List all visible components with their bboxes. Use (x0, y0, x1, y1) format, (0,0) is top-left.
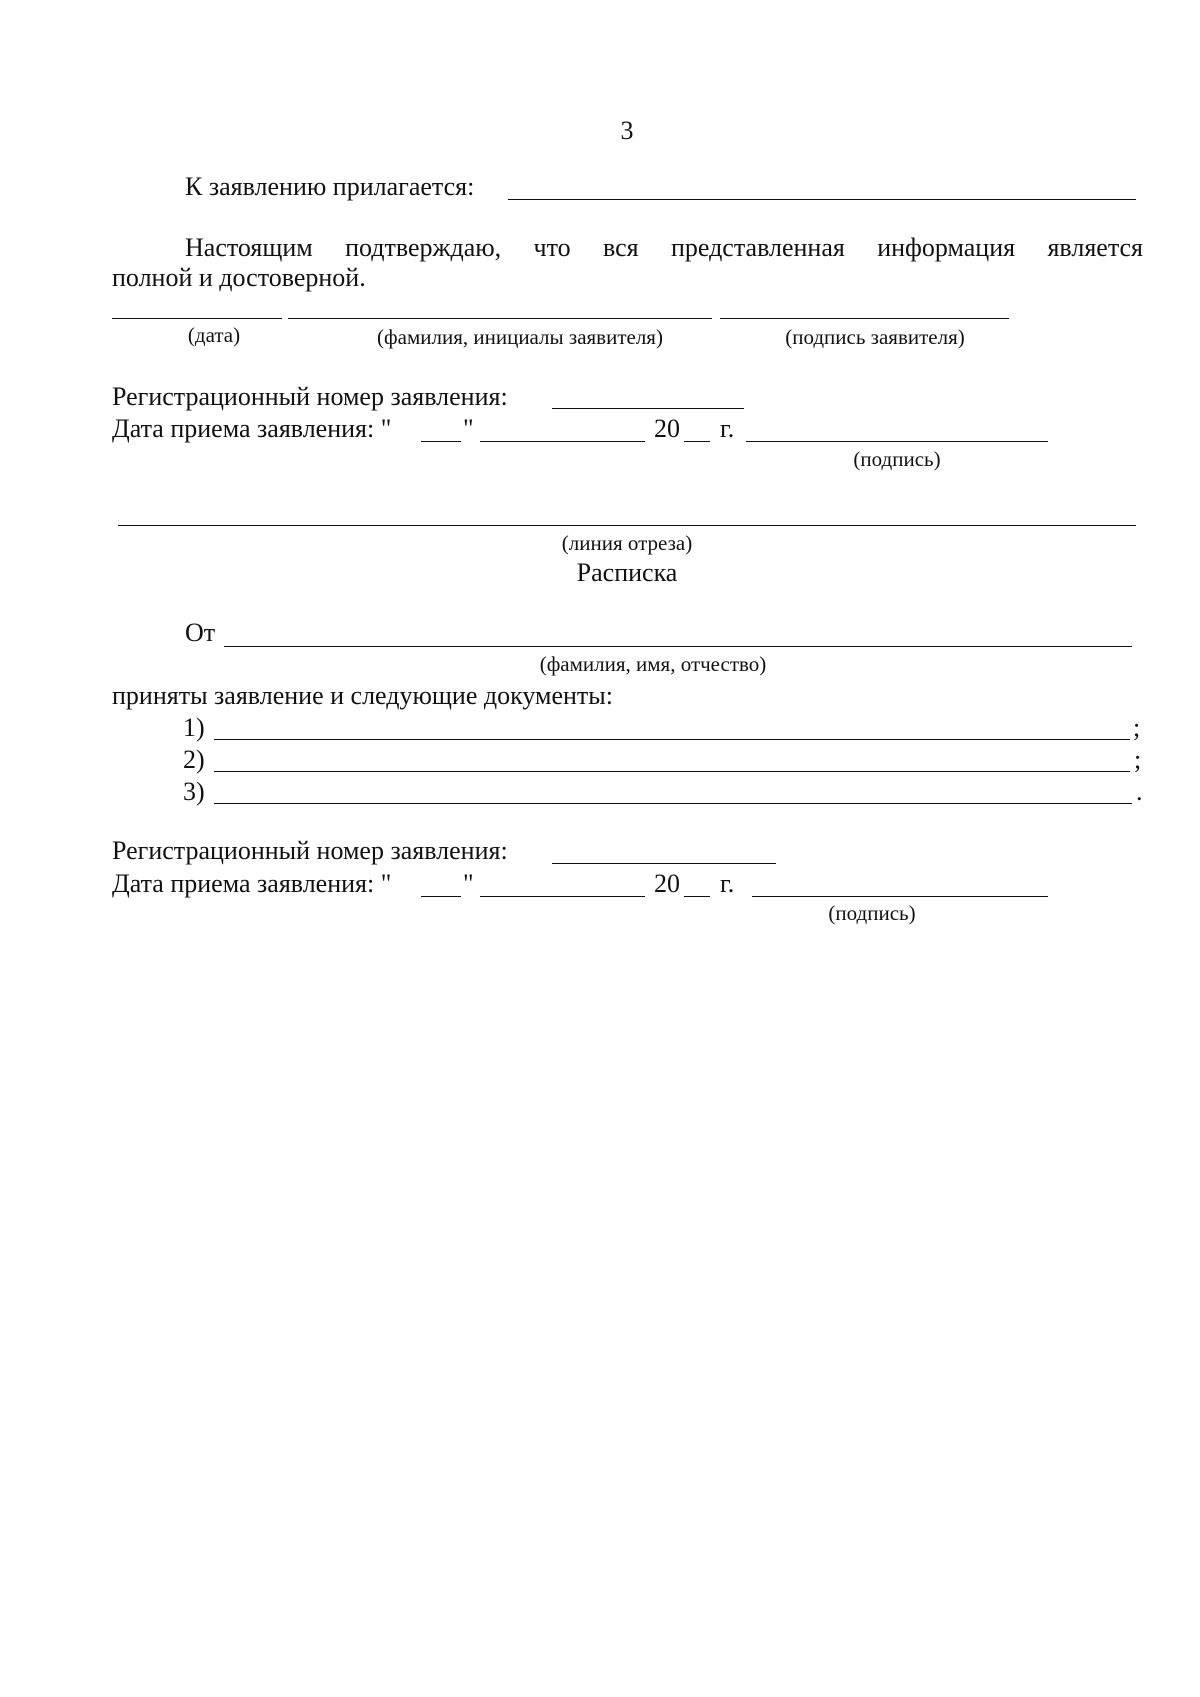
page-number: 3 (620, 116, 634, 145)
confirm-text-line2: полной и достоверной. (112, 263, 366, 292)
attachments-label: К заявлению прилагается: (185, 172, 475, 201)
list-item-number: 1) (183, 713, 205, 742)
date-caption: (дата) (187, 323, 241, 347)
list-item-number: 3) (183, 777, 205, 806)
accepted-documents-text: приняты заявление и следующие документы: (112, 681, 613, 710)
from-name-field[interactable] (224, 646, 1132, 647)
receive-date-label-1: Дата приема заявления: " (112, 414, 392, 443)
receiver-signature-field-2[interactable] (752, 896, 1048, 897)
confirm-text-line1: Настоящим подтверждаю, что вся представленная информация является (185, 233, 1143, 262)
receive-month-field-2[interactable] (480, 896, 645, 897)
receive-month-field-1[interactable] (480, 441, 645, 442)
year-prefix-1: 20 (654, 414, 680, 443)
list-item-end: ; (1134, 745, 1142, 774)
quote-close-1: " (463, 414, 474, 443)
list-item-end: . (1136, 777, 1143, 806)
receive-date-label-2: Дата приема заявления: " (112, 869, 392, 898)
list-item-end: ; (1133, 713, 1141, 742)
list-item-number: 2) (183, 745, 205, 774)
document-field-1[interactable] (214, 739, 1130, 740)
quote-close-2: " (463, 869, 474, 898)
reg-number-field-2[interactable] (552, 863, 776, 864)
year-suffix-1: г. (720, 414, 735, 443)
signature-caption-1: (подпись) (853, 447, 941, 471)
applicant-name-field[interactable] (288, 318, 712, 319)
year-suffix-2: г. (720, 869, 735, 898)
reg-number-field-1[interactable] (552, 408, 744, 409)
receipt-title: Расписка (576, 558, 678, 587)
reg-number-label-1: Регистрационный номер заявления: (112, 382, 508, 411)
document-field-2[interactable] (214, 771, 1130, 772)
year-prefix-2: 20 (654, 869, 680, 898)
receive-day-field-2[interactable] (421, 896, 461, 897)
cut-line (118, 525, 1136, 526)
applicant-name-caption: (фамилия, инициалы заявителя) (377, 325, 663, 349)
receiver-signature-field-1[interactable] (746, 441, 1048, 442)
attachments-field[interactable] (508, 199, 1136, 200)
cut-line-caption: (линия отреза) (561, 531, 693, 555)
applicant-signature-caption: (подпись заявителя) (785, 325, 965, 349)
year-field-2[interactable] (684, 896, 710, 897)
document-field-3[interactable] (214, 803, 1132, 804)
from-label: От (185, 618, 216, 647)
date-field[interactable] (112, 318, 282, 319)
reg-number-label-2: Регистрационный номер заявления: (112, 836, 508, 865)
from-name-caption: (фамилия, имя, отчество) (539, 652, 767, 676)
receive-day-field-1[interactable] (421, 441, 461, 442)
year-field-1[interactable] (684, 441, 710, 442)
signature-caption-2: (подпись) (828, 901, 916, 925)
applicant-signature-field[interactable] (720, 318, 1009, 319)
